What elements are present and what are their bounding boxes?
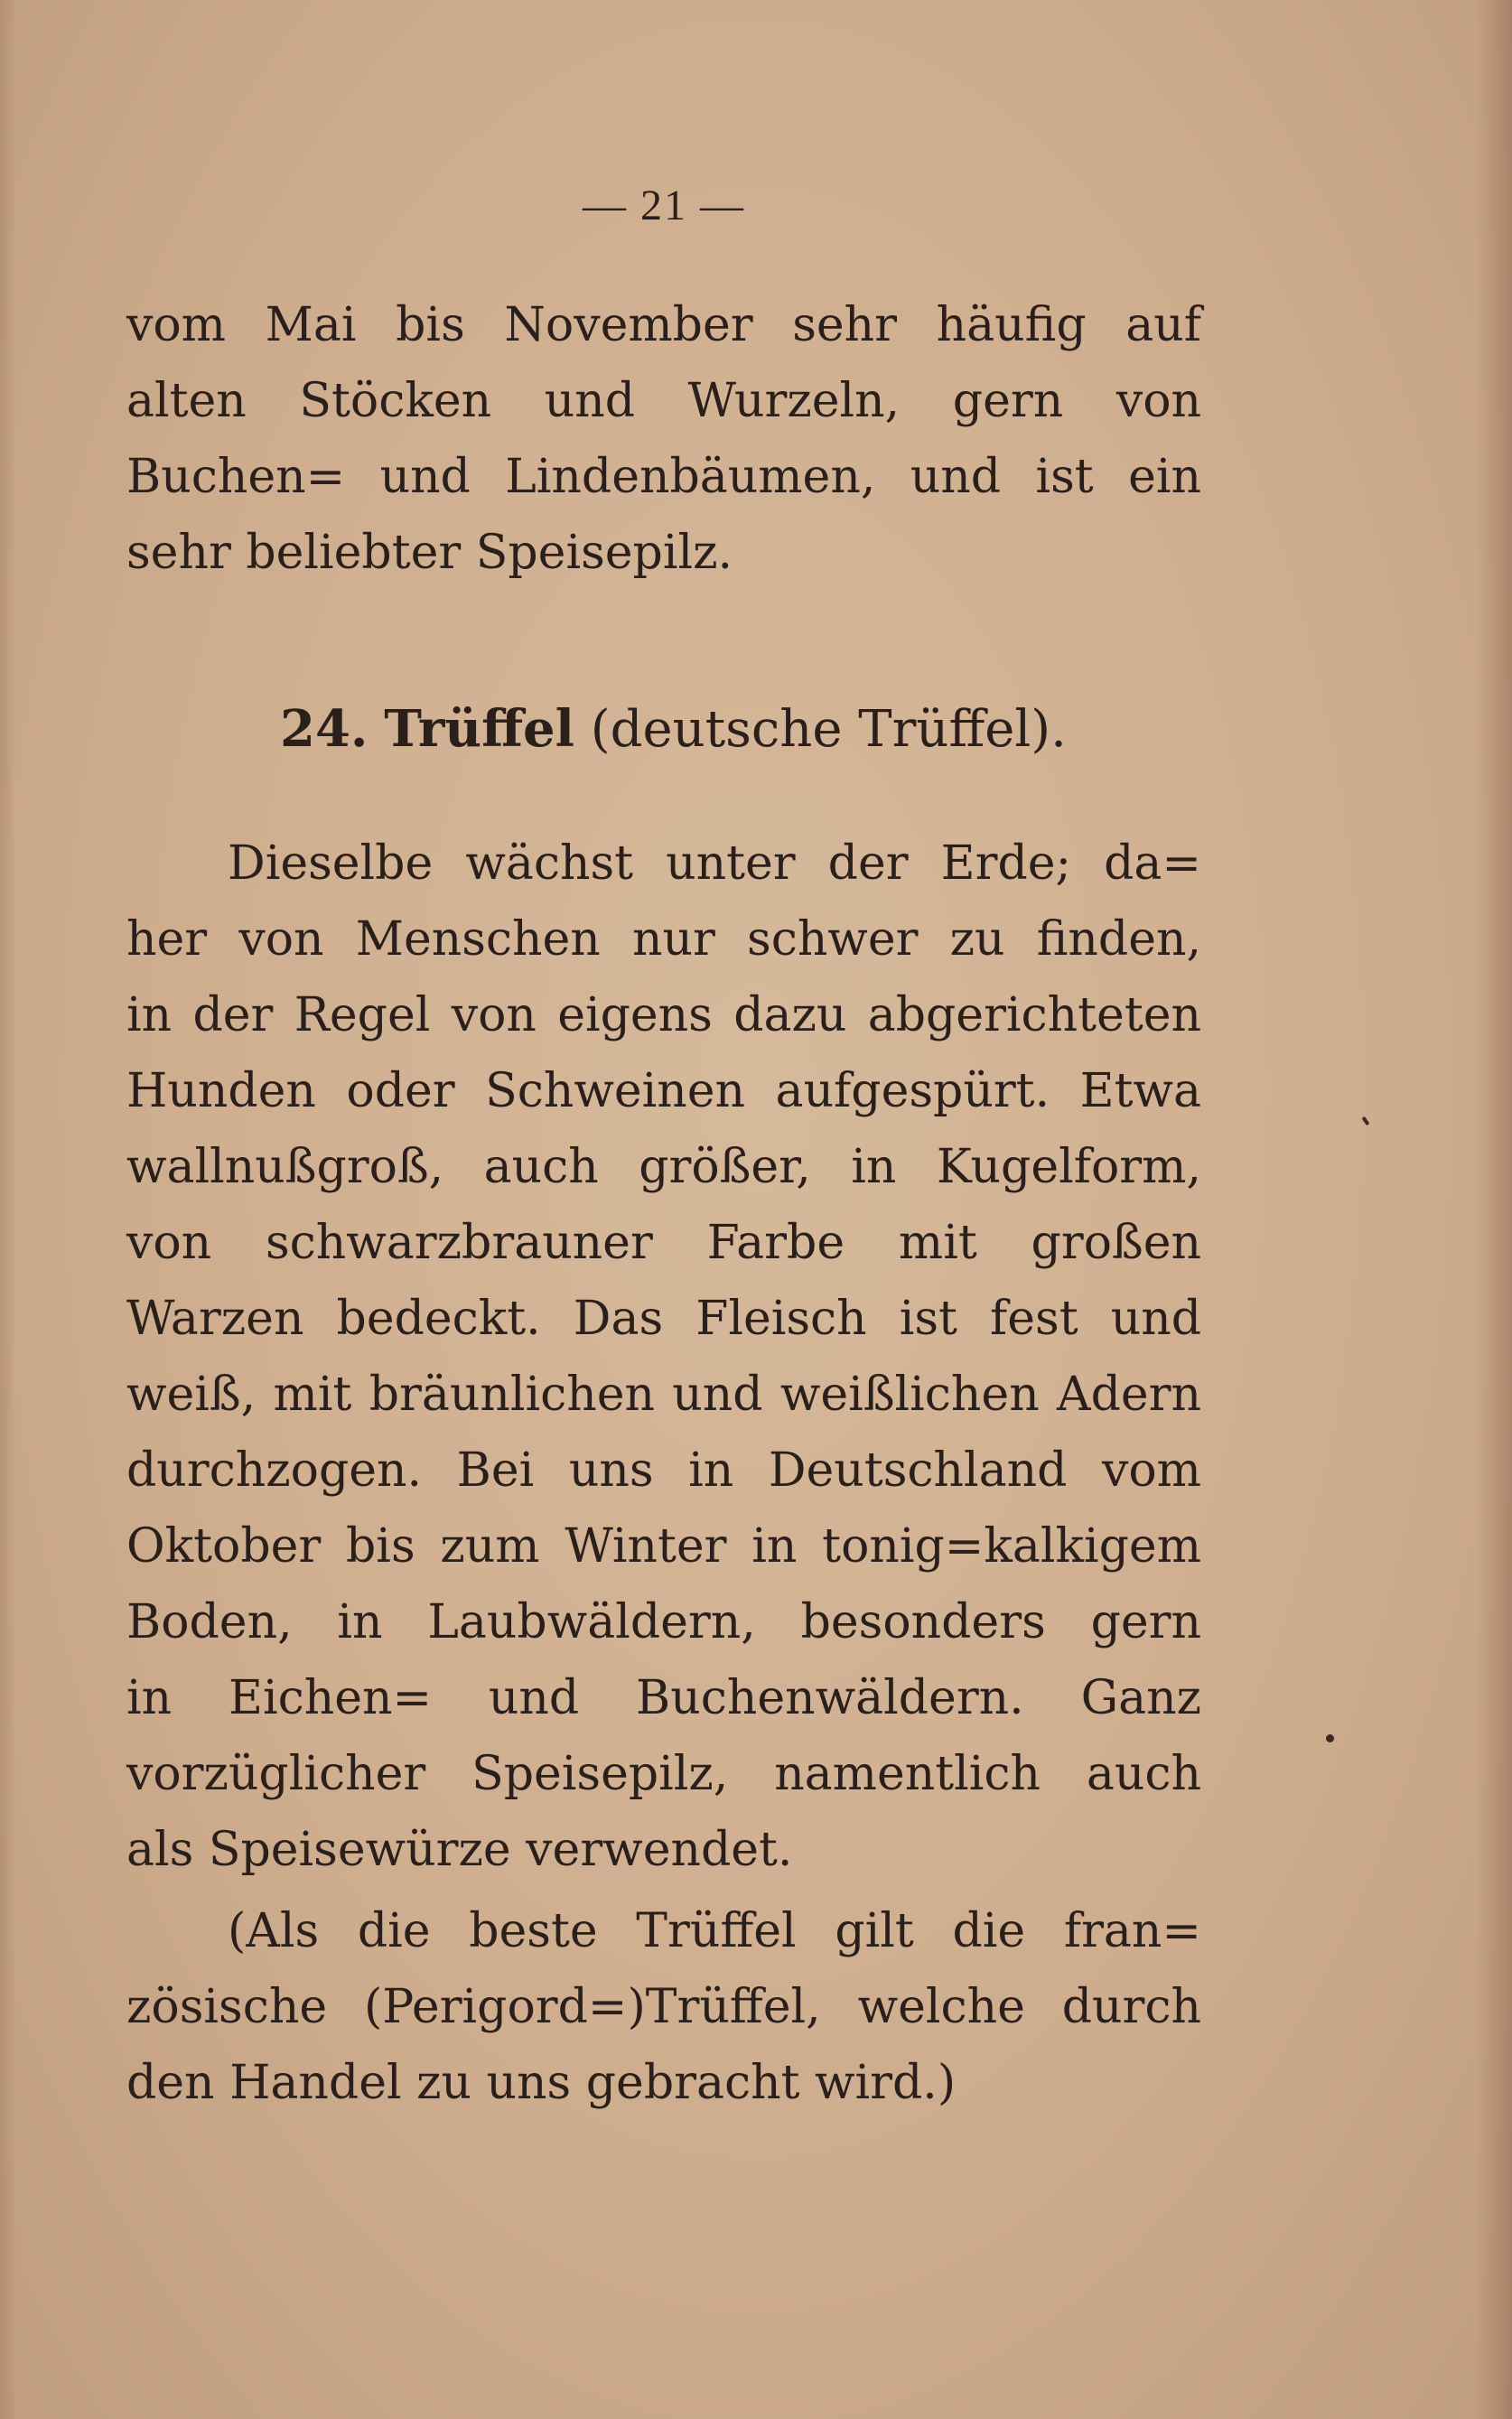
text-line: vom Mai bis November sehr häufig auf [126,298,1201,352]
text-line: zösische (Perigord=)Trüffel, welche durch [126,1980,1201,2034]
page-number: — 21 — [583,182,745,229]
page-edge-right [1476,0,1512,2419]
text-line: Boden, in Laubwäldern, besonders gern [126,1595,1201,1649]
page-edge-left [0,0,16,2419]
text-line: Hunden oder Schweinen aufgespürt. Etwa [126,1064,1201,1118]
text-line: weiß, mit bräunlichen und weißlichen Adern [126,1368,1201,1422]
continuation-paragraph [126,287,1201,591]
text-line: vorzüglicher Speisepilz, namentlich auch [126,1747,1201,1801]
text-line: sehr beliebter Speisepilz. [126,526,733,580]
description-paragraph [126,826,1201,1888]
note-paragraph [126,1893,1201,2121]
text-line: (Als die beste Trüffel gilt die fran= [228,1904,1201,1958]
text-line: durchzogen. Bei uns in Deutschland vom [126,1443,1201,1498]
text-line: als Speisewürze verwendet. [126,1823,793,1877]
text-line: Dieselbe wächst unter der Erde; da= [228,836,1201,891]
text-line: alten Stöcken und Wurzeln, gern von [126,374,1201,428]
text-line: Warzen bedeckt. Das Fleisch ist fest und [126,1292,1201,1346]
text-line: von schwarzbrauner Farbe mit großen [126,1216,1201,1270]
section-heading [280,699,1067,759]
text-line: den Handel zu uns gebracht wird.) [126,2056,957,2110]
paper-speck [1326,1734,1334,1742]
text-line: wallnußgroß, auch größer, in Kugelform, [126,1140,1201,1194]
section-subtitle: (deutsche Trüffel). [590,700,1067,759]
section-number: 24. [280,699,369,759]
text-line: Buchen= und Lindenbäumen, und ist ein [126,450,1201,504]
section-title: Trüffel [384,699,574,759]
text-line: in Eichen= und Buchenwäldern. Ganz [126,1671,1201,1725]
text-line: in der Regel von eigens dazu abgerichteten [126,988,1201,1042]
paper-speck [1361,1116,1369,1125]
text-line: her von Menschen nur schwer zu finden, [126,912,1201,967]
text-line: Oktober bis zum Winter in tonig=kalkigem [126,1519,1201,1574]
